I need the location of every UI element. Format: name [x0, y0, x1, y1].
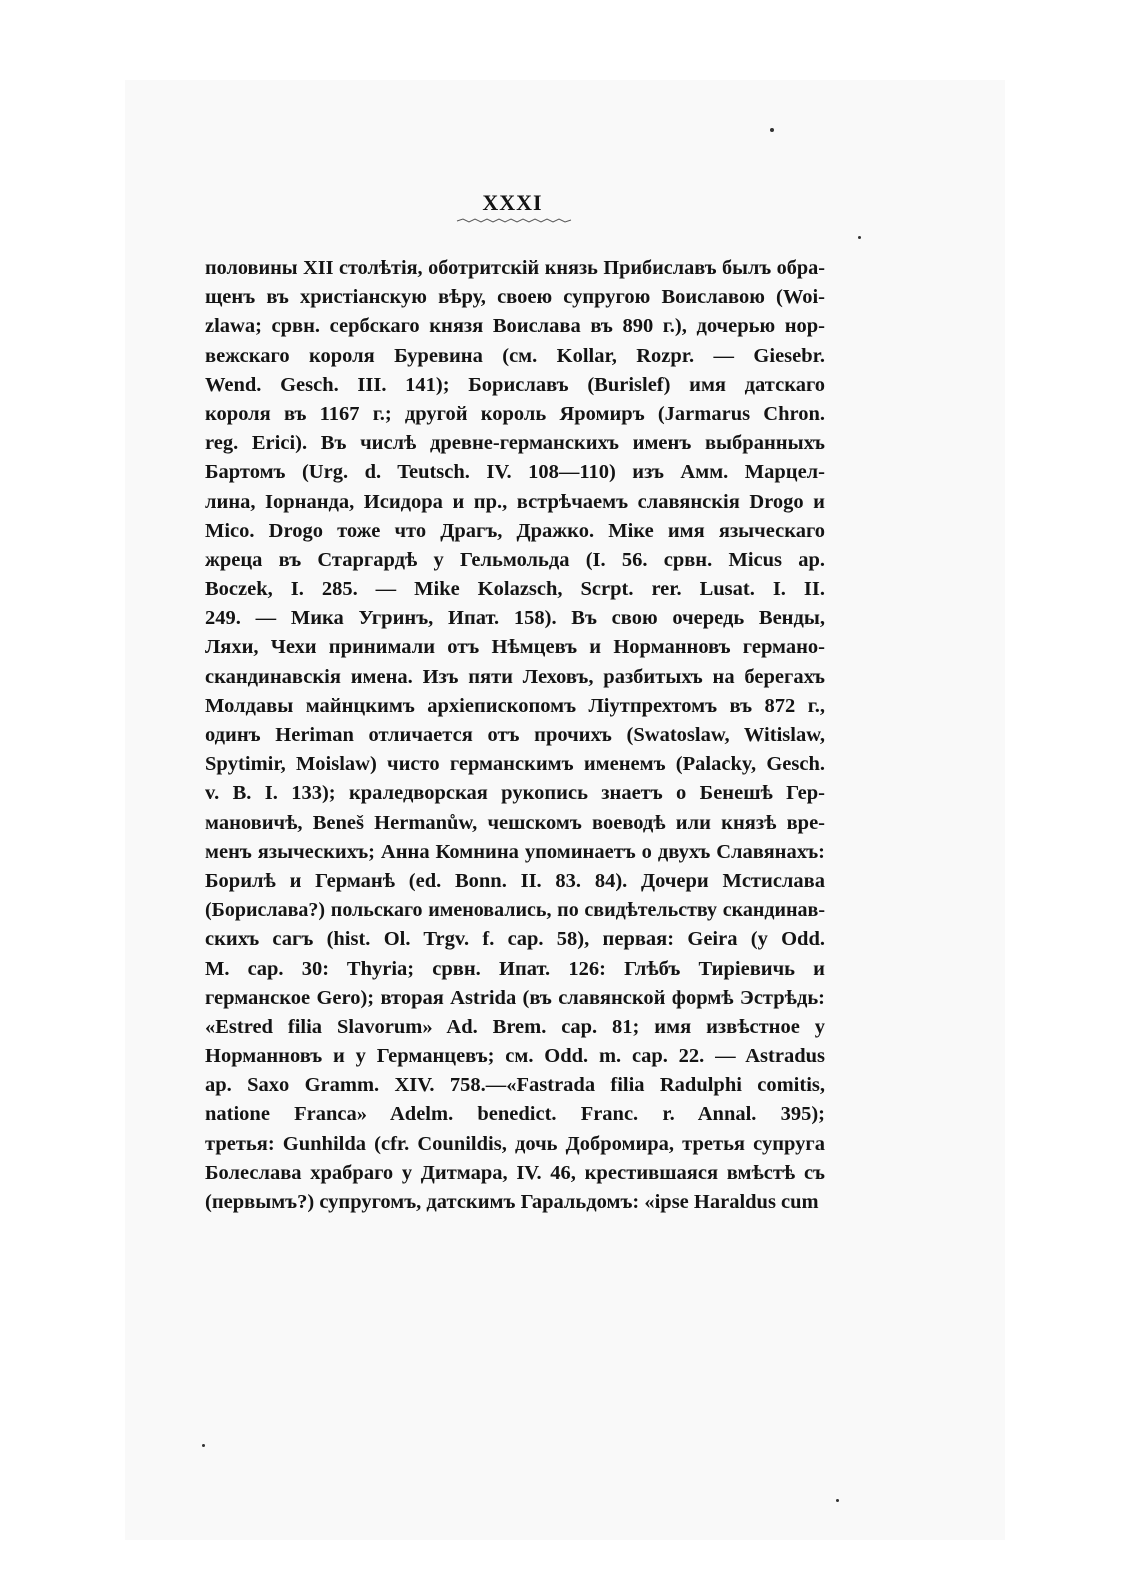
text-line: Болеслава храбраго у Дитмара, IV. 46, крестившаяся вмѣстѣ съ: [205, 1161, 825, 1184]
text-line: одинъ Heriman отличается отъ прочихъ (Swatoslaw, Witislaw,: [205, 724, 825, 746]
text-line: лина, Іорнанда, Исидора и пр., встрѣчаемъ славянскія Drogo и: [205, 490, 825, 513]
page-number: XXXI: [482, 190, 543, 215]
text-line: третья: Gunhilda (cfr. Counildis, дочь Добромира, третья супруга: [205, 1132, 825, 1155]
ornament-rule: [455, 217, 575, 225]
text-line: (первымъ?) супругомъ, датскимъ Гаральдомъ: «ipse Haraldus cum: [205, 1191, 819, 1213]
text-line: менъ языческихъ; Анна Комнина упоминаетъ о двухъ Славянахъ:: [205, 840, 825, 863]
text-line: скандинавскія имена. Изъ пяти Леховъ, разбитыхъ на берегахъ: [205, 665, 825, 688]
text-line: «Estred filia Slavorum» Ad. Brem. cap. 81; имя извѣстное у: [205, 1015, 825, 1038]
scan-speck: [836, 1499, 839, 1502]
text-line: reg. Erici). Въ числѣ древне-германскихъ именъ выбранныхъ: [205, 432, 825, 455]
text-line: мановичѣ, Beneš Hermanůw, чешскомъ воеводѣ или князѣ вре-: [205, 811, 825, 834]
text-line: zlawa; срвн. сербскаго князя Воислава въ 890 г.), дочерью нор-: [205, 315, 825, 338]
body-text: [205, 254, 825, 1217]
text-line: (Борислава?) польскаго именовались, по свидѣтельству скандинав-: [205, 899, 825, 922]
text-line: M. cap. 30: Thyria; срвн. Ипат. 126: Глѣбъ Тиріевичь и: [205, 957, 825, 980]
text-line: Норманновъ и у Германцевъ; см. Odd. m. cap. 22. — Astradus: [205, 1045, 825, 1068]
text-line: жреца въ Старгардѣ у Гельмольда (I. 56. срвн. Micus ap.: [205, 548, 825, 571]
scan-speck: [770, 128, 774, 132]
text-line: ap. Saxo Gramm. XIV. 758.—«Fastrada filia Radulphi comitis,: [205, 1074, 825, 1097]
text-line: Ляхи, Чехи принимали отъ Нѣмцевъ и Норманновъ германо-: [205, 636, 825, 659]
text-line: Бартомъ (Urg. d. Teutsch. IV. 108—110) изъ Амм. Марцел-: [205, 461, 825, 484]
text-line: Молдавы майнцкимъ архіепископомъ Ліутпрехтомъ въ 872 г.,: [205, 694, 825, 717]
text-line: половины XII столѣтія, оботритскій князь Прибиславъ былъ обра-: [205, 257, 825, 279]
text-line: Boczek, I. 285. — Mike Kolazsch, Scrpt. rer. Lusat. I. II.: [205, 578, 825, 601]
text-line: вежскаго короля Буревина (см. Kollar, Rozpr. — Giesebr.: [205, 344, 825, 367]
scan-speck: [858, 236, 861, 239]
text-line: щенъ въ христіанскую вѣру, своею супругою Воиславою (Woi-: [205, 286, 825, 309]
text-line: v. B. I. 133); краледворская рукопись знаетъ о Бенешѣ Гер-: [205, 782, 825, 805]
text-line: германское Gero); вторая Astrida (въ славянской формѣ Эстрѣдь:: [205, 986, 825, 1009]
text-line: Spytimir, Moislaw) чисто германскимъ именемъ (Palacky, Gesch.: [205, 753, 825, 776]
text-line: natione Franca» Adelm. benedict. Franc. r. Annal. 395);: [205, 1103, 825, 1126]
scan-speck: [202, 1444, 205, 1447]
text-line: короля въ 1167 г.; другой король Яромиръ (Jarmarus Chron.: [205, 402, 825, 425]
text-line: Борилѣ и Германѣ (ed. Bonn. II. 83. 84). Дочери Мстислава: [205, 869, 825, 892]
text-line: скихъ сагъ (hist. Ol. Trgv. f. cap. 58), первая: Geira (у Odd.: [205, 928, 825, 951]
text-line: 249. — Мика Угринъ, Ипат. 158). Въ свою очередь Венды,: [205, 607, 825, 630]
text-line: Wend. Gesch. III. 141); Бориславъ (Burislef) имя датскаго: [205, 373, 825, 396]
text-line: Mico. Drogo тоже что Драгъ, Дражко. Мiке имя языческаго: [205, 519, 825, 542]
